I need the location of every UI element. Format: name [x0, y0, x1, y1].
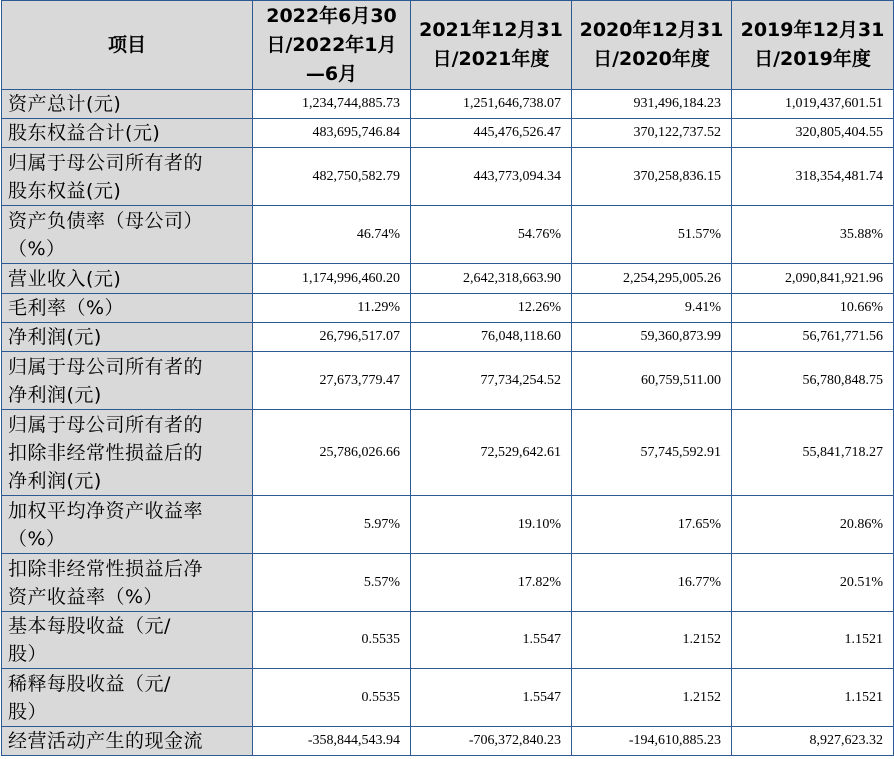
- cell-value: 17.65%: [572, 496, 732, 554]
- cell-value: 1,234,744,885.73: [253, 90, 411, 119]
- row-label: 归属于母公司所有者的 净利润(元): [2, 352, 253, 410]
- cell-value: 483,695,746.84: [253, 119, 411, 148]
- cell-value: 16.77%: [572, 554, 732, 612]
- cell-value: 320,805,404.55: [732, 119, 894, 148]
- financial-data-table: [1, 0, 894, 756]
- cell-value: 482,750,582.79: [253, 148, 411, 206]
- header-2021: 2021年12月31 日/2021年度: [411, 1, 572, 90]
- cell-value: 55,841,718.27: [732, 410, 894, 496]
- cell-value: 5.57%: [253, 554, 411, 612]
- row-label: 资产负债率（母公司） （%）: [2, 206, 253, 264]
- row-label: 归属于母公司所有者的 股东权益(元): [2, 148, 253, 206]
- row-label: 归属于母公司所有者的 扣除非经常性损益后的 净利润(元): [2, 410, 253, 496]
- row-label: 经营活动产生的现金流: [2, 727, 253, 756]
- header-2020: 2020年12月31 日/2020年度: [572, 1, 732, 90]
- table-row: [2, 554, 894, 612]
- cell-value: 56,780,848.75: [732, 352, 894, 410]
- cell-value: 20.86%: [732, 496, 894, 554]
- cell-value: 1.1521: [732, 669, 894, 727]
- table-row: [2, 612, 894, 669]
- cell-value: 9.41%: [572, 294, 732, 323]
- row-label: 扣除非经常性损益后净 资产收益率（%）: [2, 554, 253, 612]
- table-row: [2, 727, 894, 756]
- cell-value: 20.51%: [732, 554, 894, 612]
- row-label: 毛利率（%）: [2, 294, 253, 323]
- cell-value: 46.74%: [253, 206, 411, 264]
- cell-value: 2,090,841,921.96: [732, 264, 894, 294]
- cell-value: 0.5535: [253, 669, 411, 727]
- table-row: [2, 669, 894, 727]
- header-row: [2, 1, 894, 90]
- cell-value: 56,761,771.56: [732, 323, 894, 352]
- cell-value: 10.66%: [732, 294, 894, 323]
- table-row: [2, 264, 894, 294]
- row-label: 稀释每股收益（元/ 股）: [2, 669, 253, 727]
- cell-value: 51.57%: [572, 206, 732, 264]
- cell-value: 370,122,737.52: [572, 119, 732, 148]
- header-2019: 2019年12月31 日/2019年度: [732, 1, 894, 90]
- cell-value: 1,019,437,601.51: [732, 90, 894, 119]
- row-label: 营业收入(元): [2, 264, 253, 294]
- table-row: [2, 410, 894, 496]
- cell-value: 0.5535: [253, 612, 411, 669]
- cell-value: -194,610,885.23: [572, 727, 732, 756]
- cell-value: 77,734,254.52: [411, 352, 572, 410]
- cell-value: 445,476,526.47: [411, 119, 572, 148]
- cell-value: -706,372,840.23: [411, 727, 572, 756]
- header-2022h1: 2022年6月30 日/2022年1月 —6月: [253, 1, 411, 90]
- cell-value: 443,773,094.34: [411, 148, 572, 206]
- table-row: [2, 352, 894, 410]
- cell-value: 1,174,996,460.20: [253, 264, 411, 294]
- cell-value: 19.10%: [411, 496, 572, 554]
- table-row: [2, 206, 894, 264]
- cell-value: 54.76%: [411, 206, 572, 264]
- cell-value: 1.1521: [732, 612, 894, 669]
- cell-value: -358,844,543.94: [253, 727, 411, 756]
- cell-value: 1.2152: [572, 612, 732, 669]
- cell-value: 1,251,646,738.07: [411, 90, 572, 119]
- table-row: [2, 90, 894, 119]
- cell-value: 27,673,779.47: [253, 352, 411, 410]
- header-item: 项目: [2, 1, 253, 90]
- cell-value: 5.97%: [253, 496, 411, 554]
- cell-value: 931,496,184.23: [572, 90, 732, 119]
- cell-value: 12.26%: [411, 294, 572, 323]
- cell-value: 318,354,481.74: [732, 148, 894, 206]
- row-label: 加权平均净资产收益率 （%）: [2, 496, 253, 554]
- cell-value: 35.88%: [732, 206, 894, 264]
- cell-value: 26,796,517.07: [253, 323, 411, 352]
- row-label: 净利润(元): [2, 323, 253, 352]
- cell-value: 2,254,295,005.26: [572, 264, 732, 294]
- cell-value: 60,759,511.00: [572, 352, 732, 410]
- table-row: [2, 148, 894, 206]
- cell-value: 25,786,026.66: [253, 410, 411, 496]
- table-row: [2, 294, 894, 323]
- cell-value: 59,360,873.99: [572, 323, 732, 352]
- cell-value: 1.2152: [572, 669, 732, 727]
- cell-value: 72,529,642.61: [411, 410, 572, 496]
- cell-value: 1.5547: [411, 669, 572, 727]
- cell-value: 370,258,836.15: [572, 148, 732, 206]
- row-label: 基本每股收益（元/ 股）: [2, 612, 253, 669]
- cell-value: 76,048,118.60: [411, 323, 572, 352]
- table-row: [2, 496, 894, 554]
- table-row: [2, 119, 894, 148]
- row-label: 资产总计(元): [2, 90, 253, 119]
- cell-value: 2,642,318,663.90: [411, 264, 572, 294]
- cell-value: 8,927,623.32: [732, 727, 894, 756]
- table-row: [2, 323, 894, 352]
- cell-value: 11.29%: [253, 294, 411, 323]
- cell-value: 1.5547: [411, 612, 572, 669]
- cell-value: 17.82%: [411, 554, 572, 612]
- cell-value: 57,745,592.91: [572, 410, 732, 496]
- row-label: 股东权益合计(元): [2, 119, 253, 148]
